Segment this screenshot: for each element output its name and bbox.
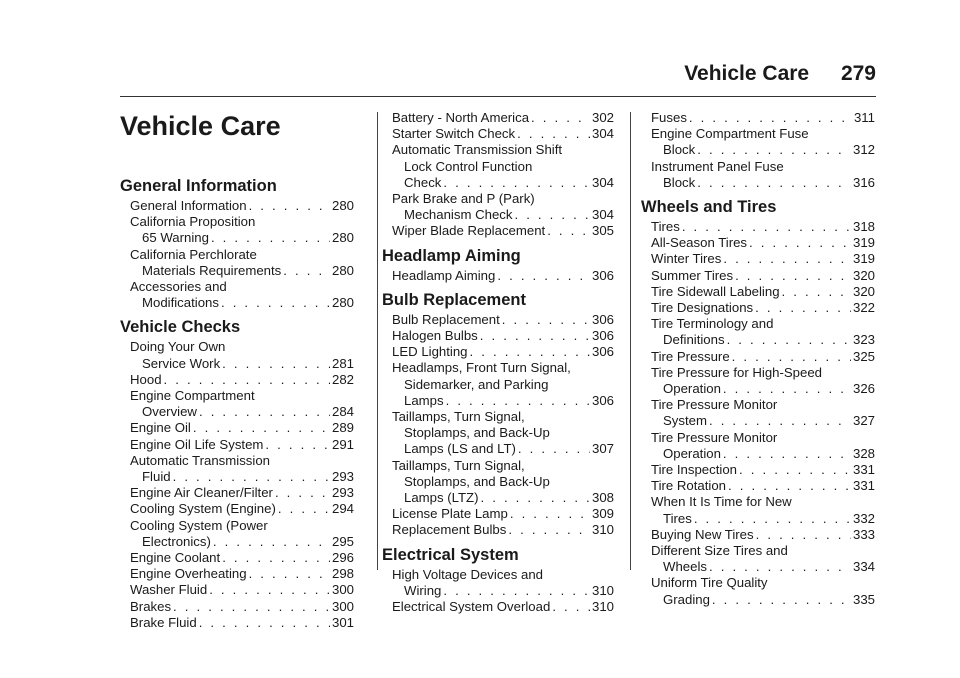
toc-entry-label: All-Season Tires <box>651 235 748 251</box>
dot-leader <box>275 485 330 501</box>
toc-entry-label: Engine Air Cleaner/Filter <box>130 485 273 501</box>
dot-leader <box>739 462 851 478</box>
toc-page-number: 308 <box>591 490 614 506</box>
toc-entry[interactable] <box>641 592 875 608</box>
toc-entry[interactable] <box>641 349 875 365</box>
toc-page-number: 284 <box>331 404 354 420</box>
dot-leader <box>510 506 590 522</box>
dot-leader <box>173 599 330 615</box>
dot-leader <box>682 219 851 235</box>
toc-entry-label: Electrical System Overload <box>392 599 551 615</box>
toc-page-number: 310 <box>591 599 614 615</box>
dot-leader <box>508 522 590 538</box>
toc-page-number: 306 <box>591 311 614 327</box>
dot-leader <box>514 207 590 223</box>
toc-section <box>641 197 875 608</box>
toc-entry-line: Stoplamps, and Back-Up <box>404 473 550 489</box>
toc-page-number: 306 <box>591 344 614 360</box>
toc-page-number: 304 <box>591 126 614 142</box>
toc-entry-label: Engine Overheating <box>130 566 247 582</box>
toc-entry-label: Tires <box>663 510 692 526</box>
toc-entry[interactable] <box>382 268 614 284</box>
toc-entry-label: Tire Pressure <box>651 348 730 364</box>
toc-entry[interactable] <box>641 142 875 158</box>
dot-leader <box>518 441 590 457</box>
toc-entry[interactable] <box>120 485 354 501</box>
toc-page-number: 302 <box>591 110 614 125</box>
toc-page-number: 320 <box>852 267 875 283</box>
toc-entry-label: Fuses <box>651 110 687 125</box>
header-section-title: Vehicle Care <box>684 62 810 85</box>
toc-column-2 <box>382 110 614 615</box>
toc-entry[interactable] <box>382 441 614 457</box>
toc-entry-line: Accessories and <box>130 279 227 295</box>
toc-page-number: 280 <box>331 230 354 246</box>
toc-page-number: 316 <box>852 174 875 190</box>
column-divider <box>630 112 631 570</box>
dot-leader <box>199 615 330 631</box>
dot-leader <box>443 175 590 191</box>
toc-entry-label: Engine Oil <box>130 420 191 436</box>
toc-entry-line: Lock Control Function <box>404 158 533 174</box>
toc-entry-line: Stoplamps, and Back-Up <box>404 425 550 441</box>
dot-leader <box>481 490 590 506</box>
toc-page-number: 326 <box>852 381 875 397</box>
dot-leader <box>497 268 590 284</box>
toc-entry-line: Headlamps, Front Turn Signal, <box>392 360 571 376</box>
toc-entry-label: Check <box>404 174 442 190</box>
toc-page-number: 305 <box>591 223 614 239</box>
toc-entry-label: Halogen Bulbs <box>392 328 478 344</box>
dot-leader <box>222 356 330 372</box>
toc-entry-label: Engine Oil Life System <box>130 436 264 452</box>
toc-entry[interactable] <box>382 490 614 506</box>
toc-entry-label: Engine Coolant <box>130 550 221 566</box>
toc-entry[interactable] <box>120 372 354 388</box>
toc-entry[interactable] <box>641 462 875 478</box>
toc-page-number: 298 <box>331 566 354 582</box>
toc-entry-line: California Proposition <box>130 214 256 230</box>
toc-entry[interactable] <box>641 446 875 462</box>
dot-leader <box>446 393 590 409</box>
dot-leader <box>782 284 851 300</box>
toc-page-number: 319 <box>852 251 875 267</box>
toc-page-number: 335 <box>852 591 875 607</box>
dot-leader <box>164 372 330 388</box>
toc-entry-label: Tires <box>651 219 680 235</box>
toc-entry[interactable] <box>120 295 354 311</box>
toc-entry[interactable] <box>382 223 614 239</box>
dot-leader <box>723 381 851 397</box>
toc-entry[interactable] <box>382 583 614 599</box>
toc-entry[interactable] <box>120 566 354 582</box>
toc-entry-line: Tire Pressure for High-Speed <box>651 364 823 380</box>
toc-entry[interactable] <box>382 328 614 344</box>
toc-entry[interactable] <box>382 175 614 191</box>
toc-entry-label: Wiper Blade Replacement <box>392 223 546 239</box>
toc-entry-label: Electronics) <box>142 533 211 549</box>
section-heading: Headlamp Aiming <box>382 246 521 265</box>
toc-entry-line: Tire Pressure Monitor <box>651 397 778 413</box>
dot-leader <box>221 295 330 311</box>
toc-entry[interactable] <box>641 300 875 316</box>
toc-section <box>382 110 614 240</box>
toc-page-number: 280 <box>331 198 354 213</box>
toc-page-number: 325 <box>852 348 875 364</box>
dot-leader <box>728 478 851 494</box>
toc-entry[interactable] <box>120 501 354 517</box>
toc-page-number: 320 <box>852 283 875 299</box>
toc-entry[interactable] <box>120 582 354 598</box>
toc-entry-line: Uniform Tire Quality <box>651 575 768 591</box>
toc-page-number: 312 <box>852 142 875 158</box>
toc-entry[interactable] <box>120 263 354 279</box>
toc-entry-line: Tire Terminology and <box>651 316 774 332</box>
toc-entry-label: Fluid <box>142 469 171 485</box>
toc-entry-label: Replacement Bulbs <box>392 522 507 538</box>
toc-section <box>641 110 875 191</box>
toc-page-number: 328 <box>852 445 875 461</box>
dot-leader <box>173 469 330 485</box>
dot-leader <box>732 349 851 365</box>
toc-entry-label: Modifications <box>142 295 219 311</box>
toc-page-number: 301 <box>331 614 354 630</box>
toc-entry[interactable] <box>120 198 354 214</box>
toc-entry-label: 65 Warning <box>142 230 209 246</box>
toc-page-number: 332 <box>852 510 875 526</box>
toc-entry-label: Winter Tires <box>651 251 722 267</box>
toc-entry-line: Automatic Transmission <box>130 452 270 468</box>
toc-entry[interactable] <box>641 332 875 348</box>
toc-entry[interactable] <box>120 404 354 420</box>
toc-entry[interactable] <box>641 110 875 126</box>
toc-entry[interactable] <box>120 534 354 550</box>
toc-page-number: 322 <box>852 300 875 316</box>
toc-page-number: 306 <box>591 392 614 408</box>
toc-entry-label: Operation <box>663 381 721 397</box>
toc-page-number: 311 <box>853 110 875 125</box>
toc-entry[interactable] <box>382 207 614 223</box>
toc-section <box>120 176 354 311</box>
toc-page-number: 318 <box>852 219 875 235</box>
toc-entry[interactable] <box>641 284 875 300</box>
dot-leader <box>265 437 330 453</box>
dot-leader <box>727 332 851 348</box>
toc-entry-label: LED Lighting <box>392 344 468 360</box>
toc-entry[interactable] <box>120 420 354 436</box>
toc-entry-label: Overview <box>142 404 197 420</box>
toc-entry-label: License Plate Lamp <box>392 506 508 522</box>
header-rule <box>120 96 876 97</box>
toc-entry-label: Tire Designations <box>651 300 754 316</box>
dot-leader <box>502 312 590 328</box>
toc-entry-label: General Information <box>130 198 247 213</box>
dot-leader <box>199 404 330 420</box>
toc-entry[interactable] <box>382 393 614 409</box>
dot-leader <box>480 328 590 344</box>
toc-entry-label: Wheels <box>663 559 707 575</box>
toc-entry[interactable] <box>641 219 875 235</box>
toc-entry[interactable] <box>641 413 875 429</box>
toc-entry[interactable] <box>382 522 614 538</box>
dot-leader <box>723 446 851 462</box>
toc-entry-label: Washer Fluid <box>130 582 208 598</box>
toc-entry[interactable] <box>641 559 875 575</box>
dot-leader <box>517 126 590 142</box>
toc-entry-label: Materials Requirements <box>142 262 282 278</box>
dot-leader <box>694 511 851 527</box>
dot-leader <box>697 175 851 191</box>
toc-entry[interactable] <box>120 599 354 615</box>
toc-section <box>382 545 614 616</box>
toc-entry[interactable] <box>120 550 354 566</box>
toc-entry-label: Definitions <box>663 332 725 348</box>
dot-leader <box>193 420 330 436</box>
toc-page-number: 307 <box>591 441 614 457</box>
toc-entry[interactable] <box>382 110 614 126</box>
header-page-number: 279 <box>840 62 876 85</box>
dot-leader <box>709 559 851 575</box>
toc-page-number: 331 <box>852 462 875 478</box>
toc-entry-line: Engine Compartment <box>130 388 255 404</box>
toc-entry[interactable] <box>641 251 875 267</box>
toc-column-1 <box>120 110 354 631</box>
toc-entry-line: Different Size Tires and <box>651 543 788 559</box>
toc-entry[interactable] <box>382 506 614 522</box>
dot-leader <box>755 300 851 316</box>
toc-section <box>382 290 614 539</box>
toc-page-number: 333 <box>852 526 875 542</box>
toc-page-number: 309 <box>591 506 614 522</box>
dot-leader <box>249 198 330 214</box>
toc-page-number: 323 <box>852 332 875 348</box>
toc-entry-label: Block <box>663 174 696 190</box>
toc-entry-label: System <box>663 413 707 429</box>
toc-entry-line: Engine Compartment Fuse <box>651 126 809 142</box>
toc-page-number: 300 <box>331 582 354 598</box>
toc-page-number: 294 <box>331 501 354 517</box>
column-divider <box>377 112 378 570</box>
toc-entry-label: Wiring <box>404 582 442 598</box>
toc-entry[interactable] <box>120 615 354 631</box>
toc-entry[interactable] <box>641 478 875 494</box>
dot-leader <box>723 251 851 267</box>
toc-page-number: 310 <box>591 522 614 538</box>
toc-entry[interactable] <box>382 599 614 615</box>
toc-entry[interactable] <box>382 126 614 142</box>
dot-leader <box>443 583 590 599</box>
toc-entry-label: Service Work <box>142 355 221 371</box>
toc-page-number: 327 <box>852 413 875 429</box>
toc-entry-label: Lamps (LS and LT) <box>404 441 516 457</box>
toc-entry-label: Brake Fluid <box>130 614 197 630</box>
toc-entry-label: Hood <box>130 371 162 387</box>
toc-entry-line: Instrument Panel Fuse <box>651 158 784 174</box>
dot-leader <box>689 110 852 126</box>
toc-entry-label: Bulb Replacement <box>392 311 500 327</box>
dot-leader <box>278 501 330 517</box>
toc-page-number: 293 <box>331 469 354 485</box>
dot-leader <box>712 592 851 608</box>
toc-entry-label: Grading <box>663 591 710 607</box>
toc-entry-label: Summer Tires <box>651 267 734 283</box>
toc-entry-label: Mechanism Check <box>404 207 513 223</box>
page-title: Vehicle Care <box>120 111 281 141</box>
toc-entry-label: Block <box>663 142 696 158</box>
toc-page-number: 319 <box>852 235 875 251</box>
toc-entry-line: High Voltage Devices and <box>392 566 544 582</box>
toc-entry-label: Cooling System (Engine) <box>130 501 276 517</box>
dot-leader <box>222 550 330 566</box>
toc-entry-line: Sidemarker, and Parking <box>404 376 549 392</box>
toc-entry-label: Tire Inspection <box>651 462 738 478</box>
toc-entry-label: Starter Switch Check <box>392 126 516 142</box>
section-heading: General Information <box>120 177 277 195</box>
dot-leader <box>470 344 590 360</box>
toc-entry-line: Tire Pressure Monitor <box>651 429 778 445</box>
toc-entry[interactable] <box>641 175 875 191</box>
toc-entry-label: Brakes <box>130 598 172 614</box>
toc-entry[interactable] <box>120 356 354 372</box>
toc-entry-line: Automatic Transmission Shift <box>392 142 563 158</box>
toc-entry-label: Tire Sidewall Labeling <box>651 283 780 299</box>
toc-page-number: 282 <box>331 371 354 387</box>
toc-page-number: 296 <box>331 550 354 566</box>
toc-section <box>120 317 354 631</box>
toc-entry-line: Taillamps, Turn Signal, <box>392 457 525 473</box>
toc-entry[interactable] <box>641 381 875 397</box>
toc-entry[interactable] <box>641 511 875 527</box>
toc-entry[interactable] <box>641 527 875 543</box>
toc-page-number: 280 <box>331 262 354 278</box>
toc-page-number: 306 <box>591 267 614 283</box>
toc-entry[interactable] <box>120 469 354 485</box>
toc-entry-line: Doing Your Own <box>130 339 226 355</box>
toc-column-3 <box>641 110 875 608</box>
section-heading: Vehicle Checks <box>120 318 241 337</box>
toc-page-number: 281 <box>331 355 354 371</box>
dot-leader <box>709 413 851 429</box>
toc-entry-line: Cooling System (Power <box>130 517 268 533</box>
toc-entry[interactable] <box>382 312 614 328</box>
toc-entry-label: Tire Rotation <box>651 478 727 494</box>
dot-leader <box>211 230 330 246</box>
section-heading: Bulb Replacement <box>382 290 526 309</box>
dot-leader <box>209 582 330 598</box>
toc-page-number: 306 <box>591 328 614 344</box>
toc-page-number: 295 <box>331 533 354 549</box>
toc-page-number: 304 <box>591 174 614 190</box>
toc-page-number: 280 <box>331 295 354 311</box>
section-heading: Wheels and Tires <box>641 198 777 217</box>
toc-page-number: 289 <box>331 420 354 436</box>
toc-page-number: 310 <box>591 582 614 598</box>
dot-leader <box>213 534 330 550</box>
toc-section <box>382 246 614 284</box>
toc-entry-label: Operation <box>663 445 721 461</box>
toc-entry[interactable] <box>120 230 354 246</box>
toc-page-number: 291 <box>331 436 354 452</box>
dot-leader <box>697 142 851 158</box>
toc-entry-label: Lamps (LTZ) <box>404 490 479 506</box>
section-heading: Electrical System <box>382 545 519 564</box>
dot-leader <box>756 527 851 543</box>
dot-leader <box>552 599 590 615</box>
dot-leader <box>531 110 590 126</box>
toc-entry-line: Taillamps, Turn Signal, <box>392 409 525 425</box>
running-header <box>684 62 876 86</box>
toc-page-number: 300 <box>331 598 354 614</box>
toc-entry[interactable] <box>641 268 875 284</box>
dot-leader <box>547 223 590 239</box>
toc-page-number: 334 <box>852 559 875 575</box>
toc-entry[interactable] <box>120 437 354 453</box>
toc-entry-label: Battery - North America <box>392 110 530 125</box>
toc-entry-label: Headlamp Aiming <box>392 267 496 283</box>
toc-entry-line: Park Brake and P (Park) <box>392 191 535 207</box>
toc-entry-line: When It Is Time for New <box>651 494 792 510</box>
dot-leader <box>749 235 851 251</box>
toc-entry-line: California Perchlorate <box>130 246 257 262</box>
dot-leader <box>735 268 851 284</box>
toc-entry[interactable] <box>641 235 875 251</box>
toc-entry-label: Lamps <box>404 392 444 408</box>
toc-entry-label: Buying New Tires <box>651 526 754 542</box>
dot-leader <box>283 263 330 279</box>
toc-page-number: 331 <box>852 478 875 494</box>
dot-leader <box>249 566 330 582</box>
toc-page-number: 304 <box>591 207 614 223</box>
toc-entry[interactable] <box>382 344 614 360</box>
toc-page-number: 293 <box>331 485 354 501</box>
